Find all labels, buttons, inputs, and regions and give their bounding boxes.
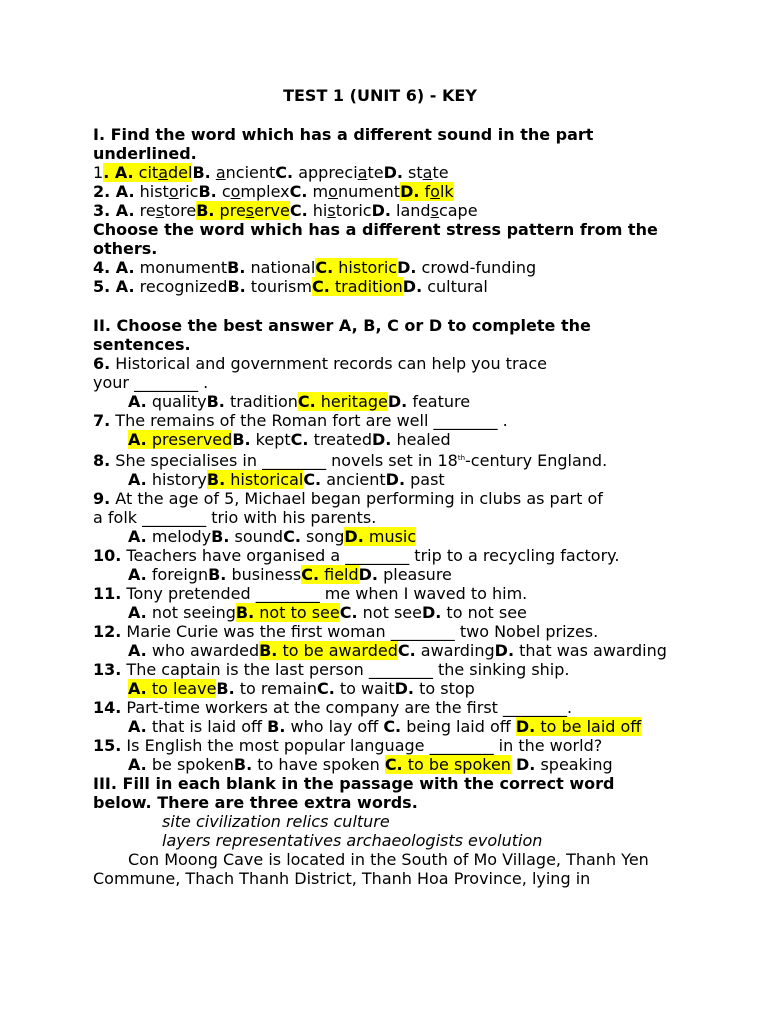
question-number: 8.: [93, 451, 111, 470]
question-5: [93, 277, 675, 296]
option-a-label: A.: [128, 565, 147, 584]
question-text: She specialises in ________ novels set in 18: [110, 451, 458, 470]
question-number: 7.: [93, 411, 111, 430]
option-b-text: complex: [216, 182, 290, 201]
section-3-heading: III. Fill in each blank in the passage with the correct word below. There are three extra words.: [93, 774, 615, 812]
option-a-label: A.: [110, 201, 135, 220]
option-d-text: past: [405, 470, 445, 489]
option-a-text: to leave: [146, 679, 217, 698]
question-number: 13.: [93, 660, 122, 679]
question-12-options: [93, 641, 675, 660]
option-d-text: pleasure: [378, 565, 452, 584]
option-d-text: crowd-funding: [416, 258, 537, 277]
question-number: 2.: [93, 182, 111, 201]
option-c-text: heritage: [315, 392, 388, 411]
option-b-label: B.: [196, 201, 215, 220]
option-b-text: historical: [225, 470, 304, 489]
option-a-text: citadel: [133, 163, 193, 182]
ordinal-superscript: th: [457, 454, 466, 462]
option-c-text: being laid off: [401, 717, 516, 736]
option-b-text: preserve: [214, 201, 290, 220]
option-c-text: field: [319, 565, 359, 584]
option-a-label: . A.: [103, 163, 134, 182]
question-8-options: [93, 470, 675, 489]
option-a-label: A.: [128, 603, 147, 622]
question-15-options: [93, 755, 675, 774]
option-d-label: D.: [358, 565, 378, 584]
option-d-text: healed: [391, 430, 451, 449]
option-c-text: to wait: [334, 679, 395, 698]
option-d-text: folk: [419, 182, 454, 201]
question-number: 15.: [93, 736, 122, 755]
option-d-text: feature: [407, 392, 471, 411]
question-text: The remains of the Roman fort are well ________ .: [110, 411, 508, 430]
option-b-label: B.: [267, 717, 286, 736]
question-text: Historical and government records can help you trace: [110, 354, 547, 373]
option-a-text: history: [146, 470, 207, 489]
question-text: Marie Curie was the first woman ________ two Nobel prizes.: [121, 622, 599, 641]
question-15-stem: [93, 736, 675, 755]
option-b-label: B.: [235, 603, 255, 622]
option-b-label: B.: [233, 755, 253, 774]
question-11-stem: [93, 584, 675, 603]
question-number: 4.: [93, 258, 111, 277]
option-c-label: C.: [316, 679, 335, 698]
section-1-heading: I. Find the word which has a different sound in the part underlined.: [93, 125, 594, 163]
question-number: 6.: [93, 354, 111, 373]
option-a-text: restore: [134, 201, 197, 220]
option-b-text: tourism: [245, 277, 312, 296]
question-text: At the age of 5, Michael began performing in clubs as part of: [110, 489, 603, 508]
option-b-label: B.: [259, 641, 278, 660]
option-a-label: A.: [128, 717, 147, 736]
question-9-stem: [93, 489, 675, 508]
question-number: 11.: [93, 584, 122, 603]
question-9-options: [93, 527, 675, 546]
question-14-options: [93, 717, 675, 736]
option-c-text: song: [300, 527, 345, 546]
option-b-label: B.: [216, 679, 235, 698]
option-c-label: C.: [315, 258, 334, 277]
option-a-label: A.: [128, 470, 147, 489]
option-b-label: B.: [211, 527, 230, 546]
option-a-label: A.: [128, 527, 147, 546]
question-10-stem: [93, 546, 675, 565]
option-d-label: D.: [385, 470, 406, 489]
option-c-label: C.: [301, 565, 320, 584]
option-d-text: music: [363, 527, 417, 546]
option-b-text: not to see: [254, 603, 340, 622]
option-c-label: C.: [397, 641, 416, 660]
option-b-text: kept: [250, 430, 291, 449]
option-a-text: recognized: [134, 277, 228, 296]
question-7-stem: [93, 411, 675, 430]
option-d-label: D.: [421, 603, 442, 622]
question-text: Part-time workers at the company are the first ________.: [121, 698, 573, 717]
question-text: Teachers have organised a ________ trip to a recycling factory.: [121, 546, 620, 565]
option-d-label: D.: [516, 755, 536, 774]
question-text: The captain is the last person ________ the sinking ship.: [121, 660, 570, 679]
question-12-stem: [93, 622, 675, 641]
section-2-heading: II. Choose the best answer A, B, C or D to complete the sentences.: [93, 316, 591, 354]
option-a-text: not seeing: [146, 603, 236, 622]
option-d-label: D.: [372, 430, 392, 449]
option-b-text: to remain: [234, 679, 317, 698]
option-b-label: B.: [206, 470, 226, 489]
option-c-text: treated: [308, 430, 372, 449]
option-d-label: D.: [515, 717, 536, 736]
option-d-text: to be laid off: [535, 717, 642, 736]
question-2: [93, 182, 675, 201]
option-c-label: C.: [289, 201, 308, 220]
question-number: 1: [93, 163, 104, 182]
option-c-text: not see: [357, 603, 422, 622]
option-a-label: A.: [128, 430, 147, 449]
question-1: [93, 163, 675, 182]
option-c-label: C.: [303, 470, 322, 489]
option-c-label: C.: [275, 163, 294, 182]
option-a-label: A.: [110, 277, 135, 296]
option-b-label: B.: [192, 163, 211, 182]
option-d-label: D.: [371, 201, 391, 220]
option-a-label: A.: [128, 755, 147, 774]
question-number: 14.: [93, 698, 122, 717]
option-b-text: to have spoken: [252, 755, 385, 774]
option-d-label: D.: [344, 527, 364, 546]
option-b-text: who lay off: [285, 717, 384, 736]
question-13-options: [93, 679, 675, 698]
option-a-label: A.: [128, 641, 147, 660]
question-text-cont: -century England.: [465, 451, 608, 470]
question-4: [93, 258, 675, 277]
option-c-label: C.: [289, 182, 308, 201]
option-c-label: C.: [339, 603, 358, 622]
question-7-options: [93, 430, 675, 449]
option-d-label: D.: [397, 258, 417, 277]
question-9-stem-cont: a folk ________ trio with his parents.: [93, 508, 377, 527]
option-d-label: D.: [400, 182, 420, 201]
question-13-stem: [93, 660, 675, 679]
option-b-label: B.: [227, 258, 246, 277]
option-c-text: historic: [307, 201, 372, 220]
question-6-stem: [93, 354, 675, 373]
word-bank-line-2: layers representatives archaeologists evolution: [162, 831, 543, 850]
question-11-options: [93, 603, 675, 622]
option-d-label: D.: [402, 277, 423, 296]
question-10-options: [93, 565, 675, 584]
option-b-text: tradition: [224, 392, 298, 411]
option-a-text: quality: [146, 392, 207, 411]
option-c-label: C.: [311, 277, 330, 296]
question-14-stem: [93, 698, 675, 717]
option-d-text: cultural: [422, 277, 488, 296]
option-d-label: D.: [383, 163, 403, 182]
option-b-label: B.: [232, 430, 251, 449]
question-number: 9.: [93, 489, 111, 508]
option-b-label: B.: [198, 182, 217, 201]
option-a-text: be spoken: [146, 755, 234, 774]
spacer: [93, 296, 675, 316]
option-b-label: B.: [206, 392, 225, 411]
option-b-text: business: [226, 565, 302, 584]
spacer: [93, 106, 675, 125]
document-title: TEST 1 (UNIT 6) - KEY: [283, 86, 477, 105]
question-text: Tony pretended ________ me when I waved to him.: [121, 584, 528, 603]
option-c-label: C.: [290, 430, 309, 449]
question-number: 10.: [93, 546, 122, 565]
option-d-text: to not see: [441, 603, 527, 622]
question-number: 12.: [93, 622, 122, 641]
option-c-text: awarding: [415, 641, 495, 660]
answer-key-page: [93, 86, 675, 888]
option-a-text: that is laid off: [146, 717, 268, 736]
option-c-label: C.: [297, 392, 316, 411]
option-a-text: historic: [134, 182, 199, 201]
question-8-stem: [93, 449, 675, 470]
option-c-text: tradition: [329, 277, 403, 296]
option-c-label: C.: [383, 717, 402, 736]
option-b-text: ancient: [215, 163, 276, 182]
question-text: Is English the most popular language ________ in the world?: [121, 736, 603, 755]
question-number: 3.: [93, 201, 111, 220]
option-a-label: A.: [128, 392, 147, 411]
option-d-label: D.: [394, 679, 414, 698]
stress-heading: Choose the word which has a different stress pattern from the others.: [93, 220, 658, 258]
option-a-text: preserved: [146, 430, 233, 449]
option-c-text: ancient: [321, 470, 386, 489]
option-c-text: historic: [333, 258, 398, 277]
option-a-text: foreign: [146, 565, 209, 584]
option-a-label: A.: [110, 258, 135, 277]
option-d-label: D.: [387, 392, 408, 411]
option-a-text: who awarded: [146, 641, 260, 660]
question-number: 5.: [93, 277, 111, 296]
option-d-text: landscape: [390, 201, 478, 220]
option-a-text: melody: [146, 527, 212, 546]
option-d-text: to stop: [414, 679, 475, 698]
option-b-text: to be awarded: [277, 641, 398, 660]
word-bank-line-1: site civilization relics culture: [162, 812, 390, 831]
question-6-stem-cont: your ________ .: [93, 373, 209, 392]
option-b-label: B.: [227, 277, 246, 296]
option-c-label: C.: [384, 755, 403, 774]
option-a-label: A.: [128, 679, 147, 698]
option-b-text: sound: [229, 527, 284, 546]
option-b-text: national: [245, 258, 316, 277]
option-c-text: to be spoken: [402, 755, 511, 774]
option-d-text: that was awarding: [514, 641, 667, 660]
option-a-text: monument: [134, 258, 228, 277]
passage-text: Con Moong Cave is located in the South of Mo Village, Thanh Yen Commune, Thach Thanh District, Thanh Hoa Province, lying in: [93, 850, 649, 888]
option-c-label: C.: [283, 527, 301, 546]
question-3: [93, 201, 675, 220]
option-d-text: state: [402, 163, 449, 182]
option-d-label: D.: [494, 641, 515, 660]
option-d-text: speaking: [535, 755, 613, 774]
option-b-label: B.: [208, 565, 227, 584]
option-a-label: A.: [110, 182, 135, 201]
question-6-options: [93, 392, 675, 411]
option-c-text: monument: [307, 182, 401, 201]
option-c-text: appreciate: [293, 163, 384, 182]
